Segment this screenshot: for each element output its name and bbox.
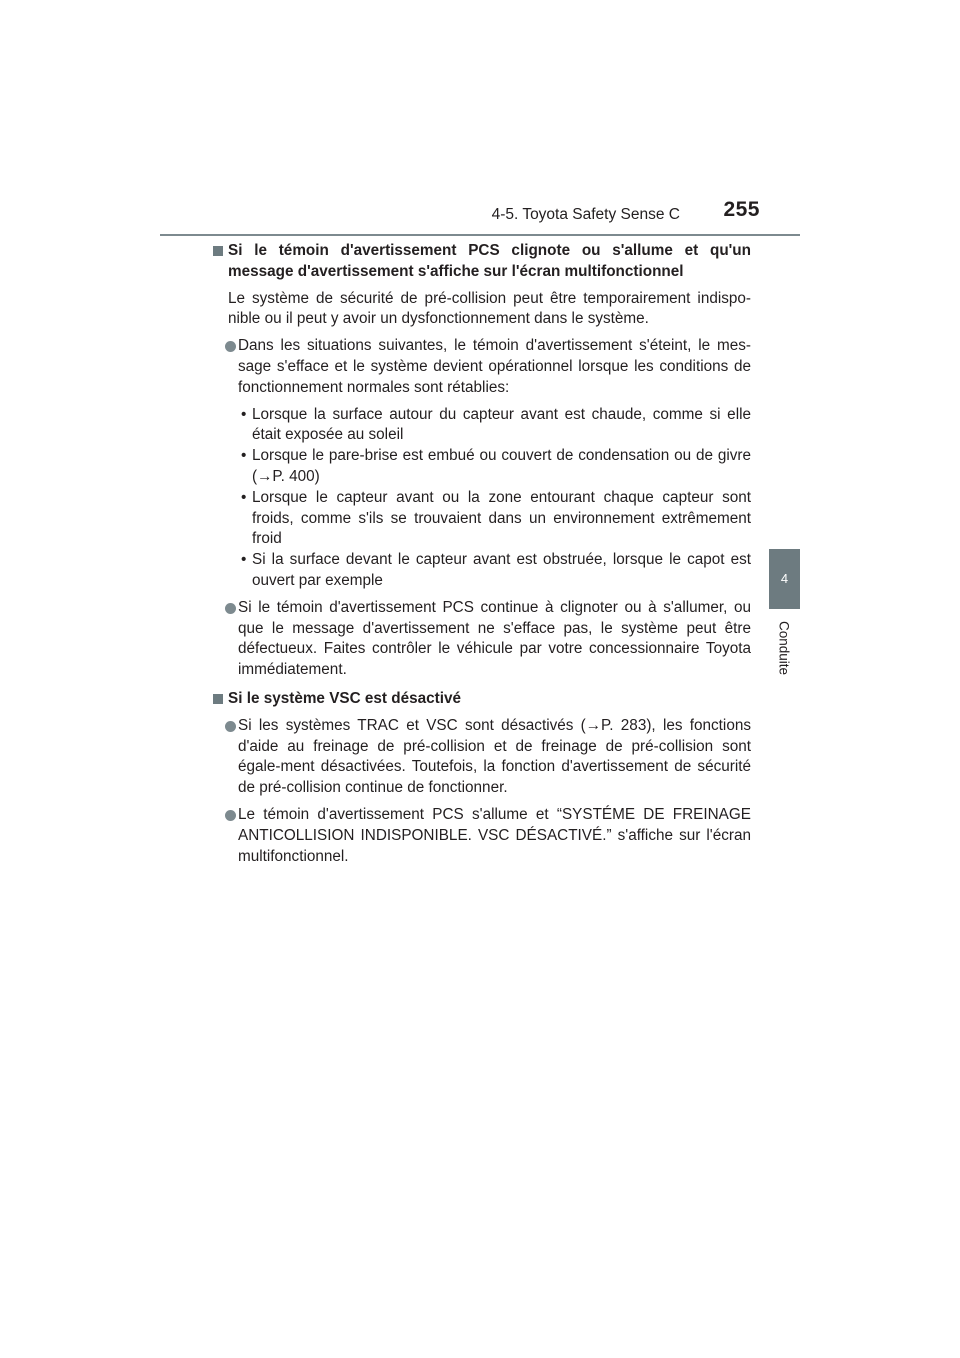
chapter-label: Conduite <box>776 620 792 676</box>
circle-bullet-icon <box>225 341 236 352</box>
list-item: Le témoin d'avertissement PCS s'allume et “SYSTÉME DE FREINAGE ANTICOLLISION INDISPONIBLE. VSC DÉSACTIVÉ.” s'affiche sur l'écran multifonctionnel. <box>213 805 751 867</box>
section-title: 4-5. Toyota Safety Sense C <box>491 206 680 223</box>
sub-list-item: • Lorsque le pare-brise est embué ou couvert de condensation ou de givre (→P. 400) <box>241 447 751 485</box>
list-item: Si les systèmes TRAC et VSC sont désactivés (→P. 283), les fonctions d'aide au freinage de pré-collision et de freinage de pré-collision sont égale-ment désactivées. Toutefois, la fonction d'avertissement de sécurité de pré-collision continue de fonctionner. <box>213 716 751 799</box>
section-pcs-warning <box>213 241 751 681</box>
dot-bullet-icon: • <box>241 551 247 569</box>
sub-list <box>213 405 751 592</box>
section-heading: Si le système VSC est désactivé <box>213 689 751 710</box>
section-vsc-off <box>213 689 751 867</box>
sub-list-item: • Si la surface devant le capteur avant est obstruée, lorsque le capot est ouvert par exemple <box>241 551 751 589</box>
sub-list-item: • Lorsque la surface autour du capteur avant est chaude, comme si elle était exposée au soleil <box>241 405 751 444</box>
chapter-tab: 4 <box>769 549 800 609</box>
page-header <box>160 200 800 236</box>
list-item: Si le témoin d'avertissement PCS continue à clignoter ou à s'allumer, ou que le message d'avertissement ne s'efface pas, le système peut être défectueux. Faites contrôler le véhicule par votre concessionnaire Toyota immédiatement. <box>213 598 751 681</box>
circle-bullet-icon <box>225 603 236 614</box>
circle-bullet-icon <box>225 721 236 732</box>
circle-bullet-icon <box>225 810 236 821</box>
dot-bullet-icon: • <box>241 447 247 465</box>
page-number: 255 <box>723 198 760 221</box>
page-content <box>213 241 751 867</box>
square-bullet-icon <box>213 246 223 256</box>
section-heading: Si le témoin d'avertissement PCS clignote ou s'allume et qu'un message d'avertissement s'affiche sur l'écran multifonctionnel <box>213 241 751 283</box>
list-item: Dans les situations suivantes, le témoin d'avertissement s'éteint, le mes-sage s'efface et le système devient opérationnel lorsque les conditions de fonctionnement normales sont rétablies: <box>213 336 751 398</box>
dot-bullet-icon: • <box>241 488 247 506</box>
square-bullet-icon <box>213 694 223 704</box>
dot-bullet-icon: • <box>241 405 247 423</box>
section-paragraph: Le système de sécurité de pré-collision peut être temporairement indispo-nible ou il peut y avoir un dysfonctionnement dans le système. <box>228 289 751 328</box>
sub-list-item: • Lorsque le capteur avant ou la zone entourant chaque capteur sont froids, comme s'ils se trouvaient dans un environnement extrêmement froid <box>241 488 751 548</box>
